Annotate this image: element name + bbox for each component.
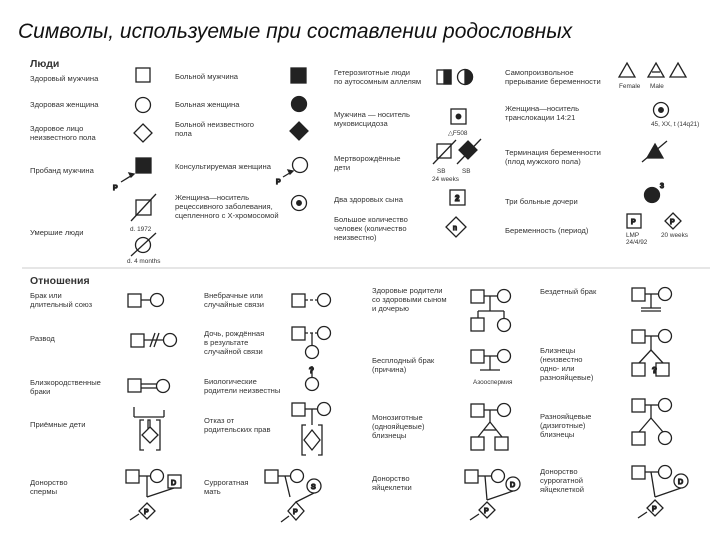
deceased-female-symbol — [131, 233, 156, 256]
translocation-symbol — [654, 103, 669, 118]
three-daughters-symbol — [645, 188, 660, 203]
label-infertile: Бесплодный брак (причина) — [372, 356, 435, 374]
label-consanguineous: Близкородственные браки — [30, 378, 101, 396]
healthy-male-symbol — [136, 68, 150, 82]
label-cf-carrier: Мужчина — носитель муковисцидоза — [334, 110, 410, 128]
egg-donor-d-mark: D — [510, 482, 516, 489]
sperm-donor-d-mark: D — [171, 480, 177, 487]
pregnancy-p-mark: P — [631, 219, 636, 226]
daughter-casual-symbol — [292, 327, 331, 359]
surrogate-egg-p-mark: P — [652, 506, 657, 513]
mark-24weeks: 24 weeks — [432, 176, 459, 183]
page-title: Символы, используемые при составлении родословных — [18, 20, 573, 43]
infertile-symbol — [471, 350, 511, 371]
mark-sb: SB — [437, 168, 446, 175]
deceased-male-symbol — [131, 194, 156, 221]
surrogate-p-mark: P — [293, 509, 298, 516]
mark-male: Male — [650, 83, 664, 90]
abortion-symbol — [619, 63, 635, 77]
heterozygous-male-symbol — [437, 70, 451, 84]
label-sick-male: Больной мужчина — [175, 72, 238, 81]
label-two-sons: Два здоровых сына — [334, 195, 403, 204]
sperm-donor-symbol — [126, 470, 181, 521]
label-marriage: Брак или длительный союз — [30, 291, 93, 309]
egg-donor-p-mark: P — [484, 508, 489, 515]
mark-sb-2: SB — [462, 168, 471, 175]
heterozygous-female-symbol — [458, 70, 473, 85]
label-consultand: Консультируемая женщина — [175, 162, 271, 171]
termination-symbol — [642, 141, 667, 162]
label-monozygotic: Монозиготные (однояйцевые) близнецы — [372, 413, 425, 440]
many-n-mark: n — [453, 225, 457, 232]
twins-q-mark: ? — [652, 366, 657, 375]
cf-carrier-symbol — [451, 109, 466, 124]
sick-female-symbol — [292, 97, 307, 112]
label-egg-donor: Донорство яйцеклетки — [372, 474, 412, 492]
proband-p-mark: P — [113, 185, 118, 192]
surrogate-s-mark: S — [311, 484, 316, 491]
label-stillborn: Мертворождённые дети — [334, 154, 401, 172]
label-abortion: Самопроизвольное прерывание беременности — [505, 68, 601, 86]
label-childless: Бездетный брак — [540, 287, 597, 296]
label-healthy-male: Здоровый мужчина — [30, 74, 99, 83]
label-adopted: Приёмные дети — [30, 420, 86, 429]
label-deceased: Умершие люди — [30, 228, 84, 237]
label-healthy-female: Здоровая женщина — [30, 100, 99, 109]
consultand-symbol — [283, 158, 308, 178]
childless-symbol — [632, 288, 672, 312]
label-translocation: Женщина—носитель транслокации 14:21 — [505, 104, 580, 122]
consanguineous-symbol — [128, 379, 170, 393]
mark-azoospermia: Азооспермия — [473, 379, 513, 386]
surrogate-egg-symbol — [632, 466, 688, 519]
label-pregnancy: Беременность (период) — [505, 226, 589, 235]
two-sons-count: 2 — [455, 194, 460, 203]
dizygotic-symbol — [632, 399, 672, 446]
sperm-donor-p-mark: P — [144, 509, 149, 516]
mark-d1972: d. 1972 — [130, 226, 152, 233]
mark-d4m: d. 4 months — [127, 258, 161, 265]
healthy-female-symbol — [136, 98, 151, 113]
label-surrogate-egg: Донорство суррогатной яйцеклеткой — [540, 467, 585, 494]
mark-20weeks: 20 weeks — [661, 232, 688, 239]
egg-donor-symbol — [465, 470, 520, 521]
label-daughter-casual: Дочь, рождённая в результате случайной связи — [204, 329, 265, 356]
label-dizygotic: Разнояйцевые (дизиготные) близнецы — [540, 412, 592, 439]
label-unknown-sex: Здоровое лицо неизвестного пола — [30, 124, 96, 142]
label-twins-unknown: Близнецы (неизвестно одно- или разнояйцевые) — [540, 346, 594, 382]
healthy-parents-symbol — [471, 290, 511, 332]
abortion-female-symbol — [648, 63, 664, 77]
label-many: Большое количество человек (количество неизвестно) — [334, 215, 408, 242]
abortion-male-symbol — [670, 63, 686, 77]
label-proband: Пробанд мужчина — [30, 166, 94, 175]
stillborn-female-symbol — [457, 139, 481, 164]
label-relinquish: Отказ от родительских прав — [204, 416, 271, 434]
three-daughters-count: 3 — [660, 183, 664, 190]
label-sperm-donor: Донорство спермы — [30, 478, 68, 496]
surrogate-egg-d-mark: D — [678, 479, 684, 486]
label-heterozygous: Гетерозиготные люди по аутосомным аллелям — [334, 68, 422, 86]
label-three-daughters: Три больные дочери — [505, 197, 578, 206]
label-bio-parents: Биологические родители неизвестны — [204, 377, 281, 395]
relinquish-symbol — [292, 403, 331, 456]
unknown-sex-symbol — [134, 124, 152, 142]
label-termination: Терминация беременности (плод мужского пола) — [505, 148, 601, 166]
mark-f508: △F508 — [448, 130, 468, 137]
pregnancy-p-mark-2: P — [670, 219, 675, 226]
sick-male-symbol — [291, 68, 306, 83]
extramarital-symbol — [292, 294, 331, 308]
sick-unknown-symbol — [290, 122, 308, 140]
section-relations: Отношения — [30, 275, 90, 287]
label-sick-female: Больная женщина — [175, 100, 240, 109]
proband-symbol — [121, 158, 151, 182]
label-extramarital: Внебрачные или случайные связи — [204, 291, 265, 309]
mark-female: Female — [619, 83, 641, 90]
monozygotic-symbol — [471, 404, 511, 451]
label-surrogate: Суррогатная мать — [204, 478, 249, 496]
label-divorce: Развод — [30, 334, 55, 343]
stillborn-male-symbol — [433, 140, 456, 164]
adopted-symbol — [134, 407, 164, 450]
label-sick-unknown: Больной неизвестного пола — [175, 120, 255, 138]
mark-lmp: LMP 24/4/92 — [626, 232, 648, 246]
x-carrier-symbol — [292, 196, 307, 211]
mark-karyotype: 45, XX, t (14q21) — [651, 121, 700, 128]
bio-parents-q-mark: ? — [309, 366, 314, 375]
consultand-p-mark: P — [276, 179, 281, 186]
section-people: Люди — [30, 58, 60, 70]
label-healthy-parents: Здоровые родители со здоровыми сыном и дочерью — [372, 286, 447, 313]
label-carrier-x: Женщина—носитель рецессивного заболевания, сцепленного с Х-хромосомой — [175, 193, 279, 220]
divorce-symbol — [131, 333, 177, 347]
marriage-symbol — [128, 294, 164, 308]
